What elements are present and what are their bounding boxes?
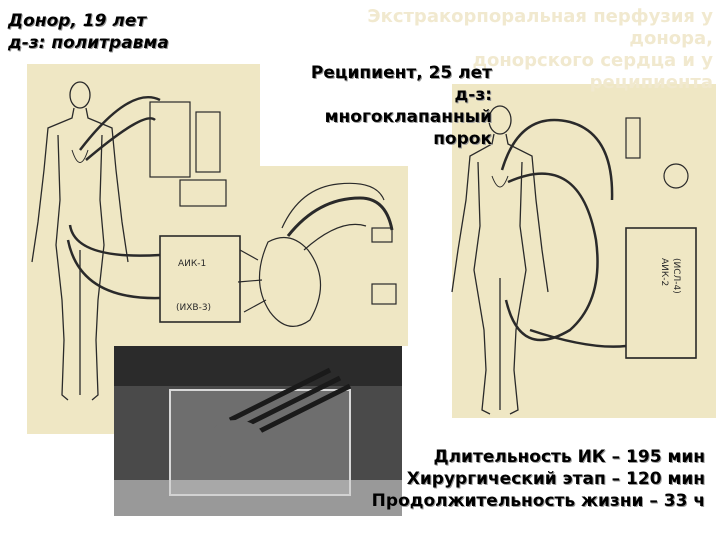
recipient-diagnosis-line2: порок bbox=[433, 129, 492, 149]
donor-machine-label-b: (ИХВ-3) bbox=[176, 303, 212, 313]
recipient-diagnosis-line1: многоклапанный bbox=[324, 107, 492, 127]
procedure-stats bbox=[290, 446, 705, 512]
bypass-duration: Длительность ИК – 195 мин bbox=[433, 447, 705, 467]
heart-schematic bbox=[238, 183, 396, 326]
recipient-diagnosis-label: д-з: bbox=[454, 85, 492, 105]
donor-diagnosis: д-з: политравма bbox=[8, 33, 169, 53]
recipient-machine-label-a: АИК-2 bbox=[659, 258, 669, 287]
recipient-machine-label-b: (ИСЛ-4) bbox=[671, 258, 681, 294]
donor-machine-label-a: АИК-1 bbox=[178, 259, 207, 269]
slide-title-line2: донора, bbox=[629, 28, 713, 49]
recipient-age: Реципиент, 25 лет bbox=[310, 63, 492, 83]
slide-title-line1: Экстракорпоральная перфузия у bbox=[367, 6, 713, 27]
recipient-figure bbox=[452, 106, 548, 414]
donor-caption bbox=[8, 10, 169, 54]
survival-duration: Продолжительность жизни – 33 ч bbox=[371, 491, 705, 511]
surgery-duration: Хирургический этап – 120 мин bbox=[406, 469, 705, 489]
donor-apparatus bbox=[150, 102, 240, 322]
donor-tubing bbox=[68, 97, 160, 298]
recipient-caption bbox=[230, 62, 492, 150]
slide-title-line4: реципиента bbox=[589, 72, 713, 93]
donor-age: Донор, 19 лет bbox=[8, 11, 147, 31]
slide-title-line3: донорского сердца и у bbox=[472, 50, 713, 71]
recipient-apparatus bbox=[626, 118, 696, 358]
